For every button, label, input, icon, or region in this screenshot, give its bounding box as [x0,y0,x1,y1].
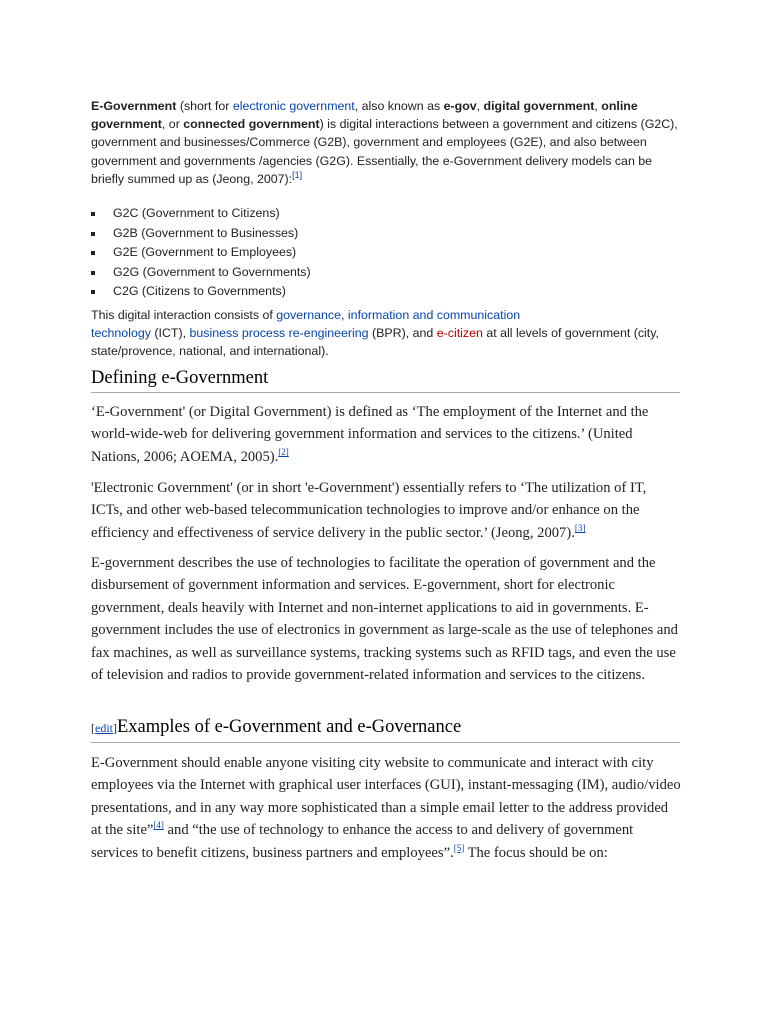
definition-paragraph-3: E-government describes the use of technologies to facilitate the operation of government and the disbursement of government information and services. E-government, short for electronic government, deals heavily with Internet and non-internet applications to aid in governments. E-government includes the use of electronics in government as large-scale as the use of telephones and fax machines, as well as surveillance systems, tracking systems such as RFID tags, and even the use of television and radios to provide government-related information and services to the citizens. [91,555,678,684]
term-e-gov: e-gov [443,99,477,113]
list-item: G2E (Government to Employees) [91,243,311,263]
reference-4-link[interactable]: [4] [153,820,164,831]
intro-paragraph: E-Government (short for electronic government, also known as e-gov, digital government, online government, or connected government) is digital interactions between a government and citizens (G2C), government and businesses/Commerce (G2B), government and employees (G2E), and also between government and governments /agencies (G2G). Essentially, the e-Government delivery models can be briefly summed up as (Jeong, 2007):[1] [91,99,678,186]
examples-paragraph: E-Government should enable anyone visiting city website to communicate and interact with city employees via the Internet with graphical user interfaces (GUI), instant-messaging (IM), audio/video presentations, and in any way more sophisticated than a simple email letter to the address provided at the site”[4] and “the use of technology to enhance the access to and delivery of government services to benefit citizens, business partners and employees”.[5] The focus should be on: [91,755,681,861]
interaction-paragraph: This digital interaction consists of governance, information and communication technology (ICT), business process re-engineering (BPR), and e-citizen at all levels of government (city, state/provence, national, and international). [91,308,659,359]
list-item: G2C (Government to Citizens) [91,204,311,224]
reference-1-link[interactable]: [1] [292,169,303,180]
heading-examples [91,715,680,743]
link-ict[interactable]: information and communication technology [91,308,521,341]
list-item: G2G (Government to Governments) [91,263,311,283]
term-e-government: E-Government [91,99,177,113]
heading-defining-e-government: Defining e-Government [91,366,680,393]
reference-2-link[interactable]: [2] [278,446,289,457]
term-online-government: online government [91,99,638,132]
reference-5-link[interactable]: [5] [453,842,465,853]
delivery-models-list [91,204,311,302]
link-electronic-government[interactable]: electronic government [232,99,355,113]
link-e-citizen[interactable]: e-citizen [436,326,483,341]
term-connected-government: connected government [183,117,320,132]
list-item: C2G (Citizens to Governments) [91,282,311,302]
edit-section: [edit] [91,721,117,735]
list-item: G2B (Government to Businesses) [91,224,311,244]
definition-paragraph-2: 'Electronic Government' (or in short 'e-Government') essentially refers to ‘The utilization of IT, ICTs, and other web-based telecommunication technologies to improve and/or enhance on the efficiency and effectiveness of service delivery in the public sector.’ (Jeong, 2007).[3] [91,480,647,541]
link-governance[interactable]: governance [276,308,342,322]
heading-examples-text: Examples of e-Government and e-Governance [117,717,462,737]
edit-section-link[interactable]: edit [95,721,113,735]
reference-3-link[interactable]: [3] [574,522,586,533]
term-digital-government: digital government [483,99,595,113]
definition-paragraph-1: ‘E-Government' (or Digital Government) is defined as ‘The employment of the Internet and the world-wide-web for delivering government information and services to the citizens.’ (United Nations, 2006; AOEMA, 2005).[2] [91,404,649,465]
link-business-process-re-engineering[interactable]: business process re-engineering [189,326,369,341]
